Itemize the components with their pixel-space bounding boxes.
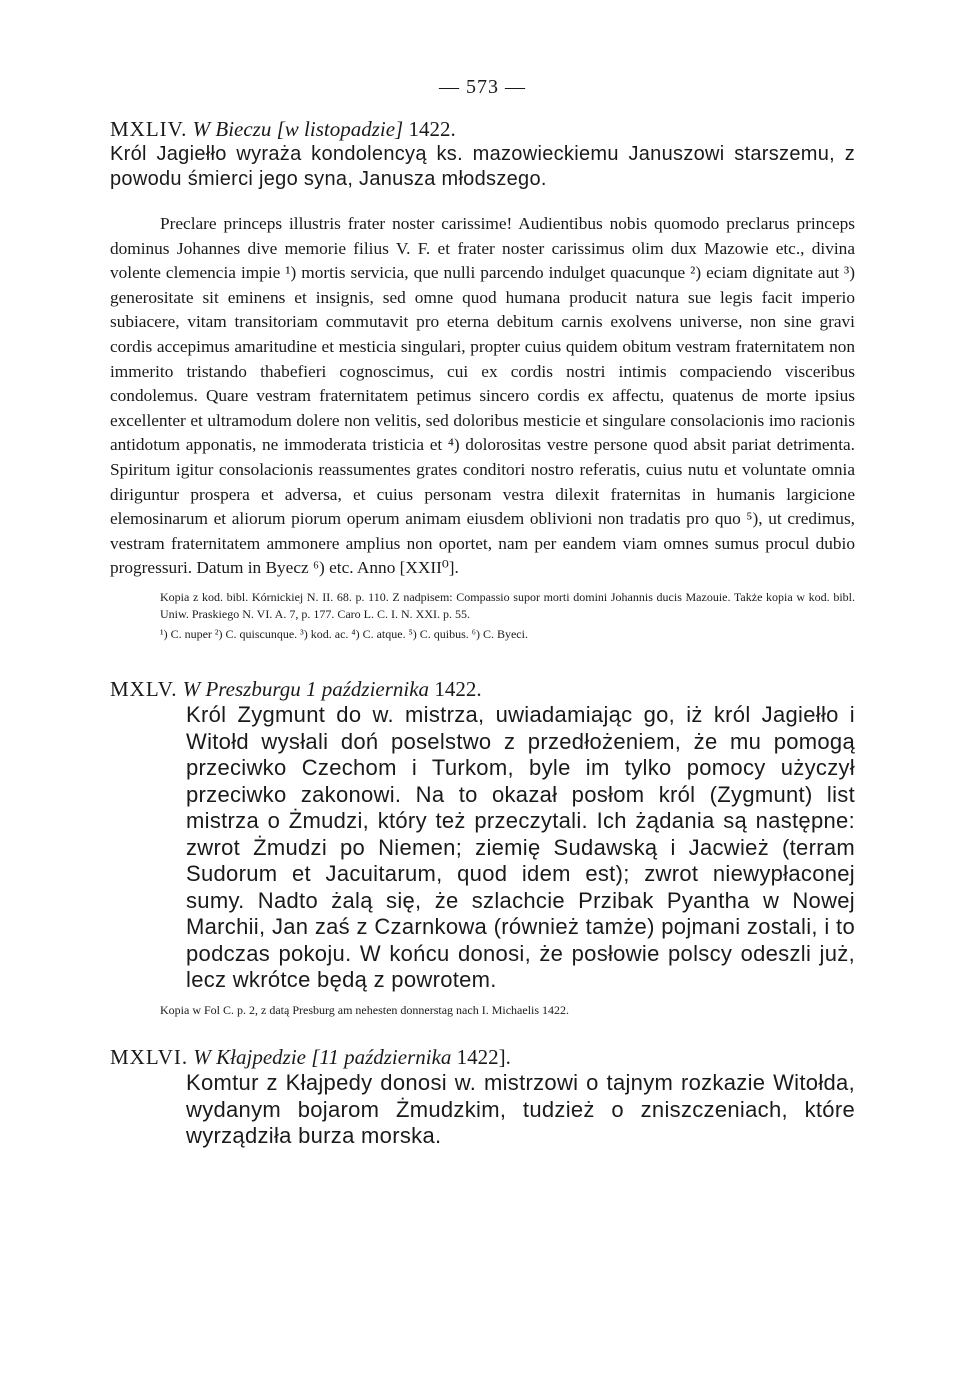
- entry-heading: [110, 117, 855, 142]
- footnotes: ¹) C. nuper ²) C. quiscunque. ³) kod. ac. ⁴) C. atque. ⁵) C. quibus. ⁶) C. Byeci.: [160, 626, 528, 641]
- entry-place-date: W Preszburgu 1 października: [182, 677, 430, 702]
- entry-heading: [110, 1045, 855, 1070]
- entry-mxlv: [110, 677, 855, 1019]
- entry-place-date: W Kłajpedzie [11 października: [193, 1045, 452, 1070]
- latin-paragraph: Preclare princeps illustris frater noster carissime! Audientibus nobis quomodo preclarus princeps dominus Johannes dive memorie filius V. F. et frater noster carissimus olim dux Mazowie etc., divina volente clemencia impie ¹) mortis servicia, que nulli parcendo indulget quacunque ²) eciam dignitate aut ³) generositate sit eminens et insignis, sed omne quod humana producit natura sue legis facit imperio subiacere, vitam transitoriam commutavit pro eterna debitum carnis exolvens universe, non sine gravi cordis accepimus amaritudine et mesticia singulari, propter cuius quidem obitum vestram fraternitatem non immerito tristando thabefieri cognoscimus, cui ex cordis nostri intimis compaciendo visceribus condolemus. Quare vestram fraternitatem petimus sincero cordis ex affectu, quatenus de morte ipsius excellenter et ultramodum dolere non velitis, sed doloribus mesticie et singulare consolacionis imo racionis antidotum apponatis, ne immoderata tristicia et ⁴) dolorositas vestre persone quod absit pariat detrimenta. Spiritum igitur consolacionis reassumentes grates conditori nostro referatis, cuius nutu et voluntate omnia diriguntur prospera et adversa, et cuius personam vestra dilexit fraternitas in humanis largicione elemosinarum et aliorum piorum operum animam eiusdem oblivioni non tradatis pro quo ⁵), ut credimus, vestram fraternitatem ammonere amplius non oportet, nam per eandem viam omnes sumus procul dubio progressuri. Datum in Byecz ⁶) etc. Anno [XXII⁰].: [110, 214, 855, 578]
- entry-mxlvi: [110, 1045, 855, 1150]
- entry-summary: Komtur z Kłajpedy donosi w. mistrzowi o tajnym rozkazie Witołda, wydanym bojarom Żmudzkim, tudzież o zniszczeniach, które wyrządziła burza morska.: [186, 1070, 855, 1149]
- entry-number: MXLVI.: [110, 1045, 189, 1070]
- document-page: [110, 76, 855, 1150]
- entry-mxliv: [110, 117, 855, 643]
- entry-year: 1422.: [434, 677, 482, 702]
- latin-text: [110, 212, 855, 581]
- entry-place-date: W Bieczu [w listopadzie]: [192, 117, 404, 141]
- entry-heading: [110, 677, 855, 702]
- entry-number: MXLV.: [110, 677, 178, 702]
- source-note: Kopia w Fol C. p. 2, z datą Presburg am nehesten donnerstag nach I. Michaelis 1422.: [160, 1002, 570, 1017]
- entry-year: 1422.: [408, 117, 456, 141]
- entry-summary: Król Zygmunt do w. mistrza, uwiadamiając go, iż król Jagiełło i Witołd wysłali doń poselstwo z przedłożeniem, że mu pomogą przeciwko Czechom i Turkom, byle im tylko pomocy użyczył przeciwko zakonowi. Na to okazał posłom król (Zygmunt) list mistrza o Żmudzi, który też przeczytali. Ich żądania są następne: zwrot Żmudzi po Niemen; ziemię Sudawską i Jacwież (terram Sudorum et Jacuitarum, quod idem est); zwrot niewypłaconej sumy. Nadto żalą się, że szlachcie Przibak Pyantha w Nowej Marchii, Jan zaś z Czarnkowa (również tamże) pojmani zostali, i to podczas pokoju. W końcu donosi, że posłowie polscy odeszli już, lecz wkrótce będą z powrotem.: [186, 702, 855, 993]
- entry-summary: Król Jagiełło wyraża kondolencyą ks. mazowieckiemu Januszowi starszemu, z powodu śmierci jego syna, Janusza młodszego.: [110, 143, 855, 190]
- entry-year: 1422].: [456, 1045, 511, 1070]
- page-number: — 573 —: [439, 76, 526, 98]
- entry-number: MXLIV.: [110, 117, 188, 141]
- source-note: Kopia z kod. bibl. Kórnickiej N. II. 68. p. 110. Z nadpisem: Compassio supor morti domini Johannis ducis Mazouie. Także kopia w kod. bibl. Uniw. Praskiego N. VI. A. 7, p. 177. Caro L. C. I. N. XXI. p. 55.: [160, 589, 855, 622]
